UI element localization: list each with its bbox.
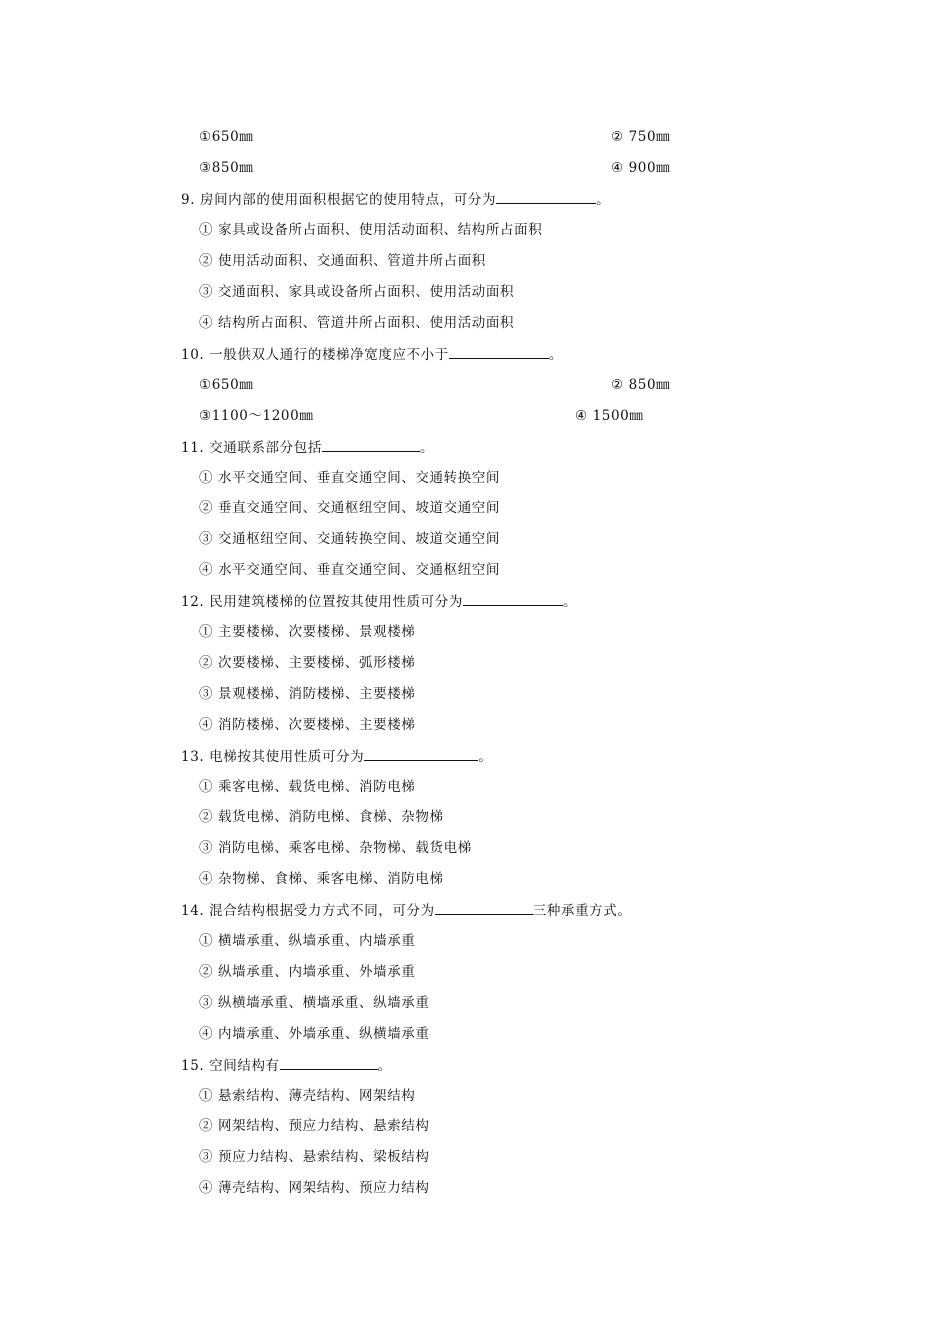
- q10-option-4: ④ 1500㎜: [575, 408, 644, 424]
- question-11-suffix: 。: [419, 440, 435, 456]
- question-11-text: 11. 交通联系部分包括: [181, 440, 322, 456]
- question-14-text: 14. 混合结构根据受力方式不同，可分为: [181, 903, 435, 919]
- question-15-suffix: 。: [377, 1058, 392, 1074]
- question-10-text: 10. 一般供双人通行的楼梯净宽度应不小于: [181, 347, 449, 363]
- q8-option-d: ④ 900㎜: [611, 160, 671, 176]
- question-13-suffix: 。: [478, 749, 493, 765]
- q14-option-1: ① 横墙承重、纵墙承重、内墙承重: [199, 933, 416, 949]
- question-14-suffix: 三种承重方式。: [532, 903, 632, 919]
- question-9: [181, 189, 610, 209]
- question-15: [181, 1055, 392, 1075]
- q15-option-4: ④ 薄壳结构、网架结构、预应力结构: [199, 1180, 430, 1196]
- q10-option-3: ③1100～1200㎜: [199, 408, 314, 424]
- question-13: [181, 746, 492, 766]
- q8-option-b: ② 750㎜: [611, 129, 671, 145]
- question-10: [181, 344, 563, 364]
- q11-option-4: ④ 水平交通空间、垂直交通空间、交通枢纽空间: [199, 562, 500, 578]
- q12-option-4: ④ 消防楼梯、次要楼梯、主要楼梯: [199, 717, 416, 733]
- question-11: [181, 437, 434, 457]
- q15-option-1: ① 悬索结构、薄壳结构、网架结构: [199, 1088, 416, 1104]
- answer-blank: [496, 189, 596, 204]
- q12-option-3: ③ 景观楼梯、消防楼梯、主要楼梯: [199, 686, 416, 702]
- answer-blank: [463, 591, 563, 606]
- question-15-text: 15. 空间结构有: [181, 1058, 280, 1074]
- answer-blank: [280, 1055, 378, 1070]
- answer-blank: [449, 344, 549, 359]
- q10-option-1: ①650㎜: [199, 377, 254, 393]
- answer-blank: [364, 746, 478, 761]
- q12-option-2: ② 次要楼梯、主要楼梯、弧形楼梯: [199, 655, 416, 671]
- q12-option-1: ① 主要楼梯、次要楼梯、景观楼梯: [199, 624, 416, 640]
- question-10-suffix: 。: [548, 347, 563, 363]
- q9-option-3: ③ 交通面积、家具或设备所占面积、使用活动面积: [199, 284, 515, 300]
- question-12-text: 12. 民用建筑楼梯的位置按其使用性质可分为: [181, 594, 463, 610]
- answer-blank: [435, 900, 533, 915]
- q10-option-2: ② 850㎜: [611, 377, 671, 393]
- question-9-text: 9. 房间内部的使用面积根据它的使用特点，可分为: [181, 192, 497, 208]
- question-13-text: 13. 电梯按其使用性质可分为: [181, 749, 365, 765]
- q13-option-1: ① 乘客电梯、载货电梯、消防电梯: [199, 779, 416, 795]
- q9-option-4: ④ 结构所占面积、管道井所占面积、使用活动面积: [199, 315, 515, 331]
- question-12: [181, 591, 577, 611]
- q11-option-2: ② 垂直交通空间、交通枢纽空间、坡道交通空间: [199, 500, 500, 516]
- q11-option-3: ③ 交通枢纽空间、交通转换空间、坡道交通空间: [199, 531, 500, 547]
- q13-option-2: ② 载货电梯、消防电梯、食梯、杂物梯: [199, 809, 444, 825]
- question-9-suffix: 。: [596, 192, 611, 208]
- q14-option-4: ④ 内墙承重、外墙承重、纵横墙承重: [199, 1026, 430, 1042]
- answer-blank: [322, 437, 420, 452]
- q13-option-3: ③ 消防电梯、乘客电梯、杂物梯、载货电梯: [199, 840, 472, 856]
- question-14: [181, 900, 631, 920]
- q13-option-4: ④ 杂物梯、食梯、乘客电梯、消防电梯: [199, 871, 444, 887]
- q15-option-3: ③ 预应力结构、悬索结构、梁板结构: [199, 1149, 430, 1165]
- q9-option-2: ② 使用活动面积、交通面积、管道井所占面积: [199, 253, 486, 269]
- q8-option-a: ①650㎜: [199, 129, 254, 145]
- question-12-suffix: 。: [562, 594, 578, 610]
- q15-option-2: ② 网架结构、预应力结构、悬索结构: [199, 1118, 430, 1134]
- q11-option-1: ① 水平交通空间、垂直交通空间、交通转换空间: [199, 470, 500, 486]
- q14-option-2: ② 纵墙承重、内墙承重、外墙承重: [199, 964, 416, 980]
- q8-option-c: ③850㎜: [199, 160, 254, 176]
- q9-option-1: ① 家具或设备所占面积、使用活动面积、结构所占面积: [199, 222, 543, 238]
- q14-option-3: ③ 纵横墙承重、横墙承重、纵墙承重: [199, 995, 430, 1011]
